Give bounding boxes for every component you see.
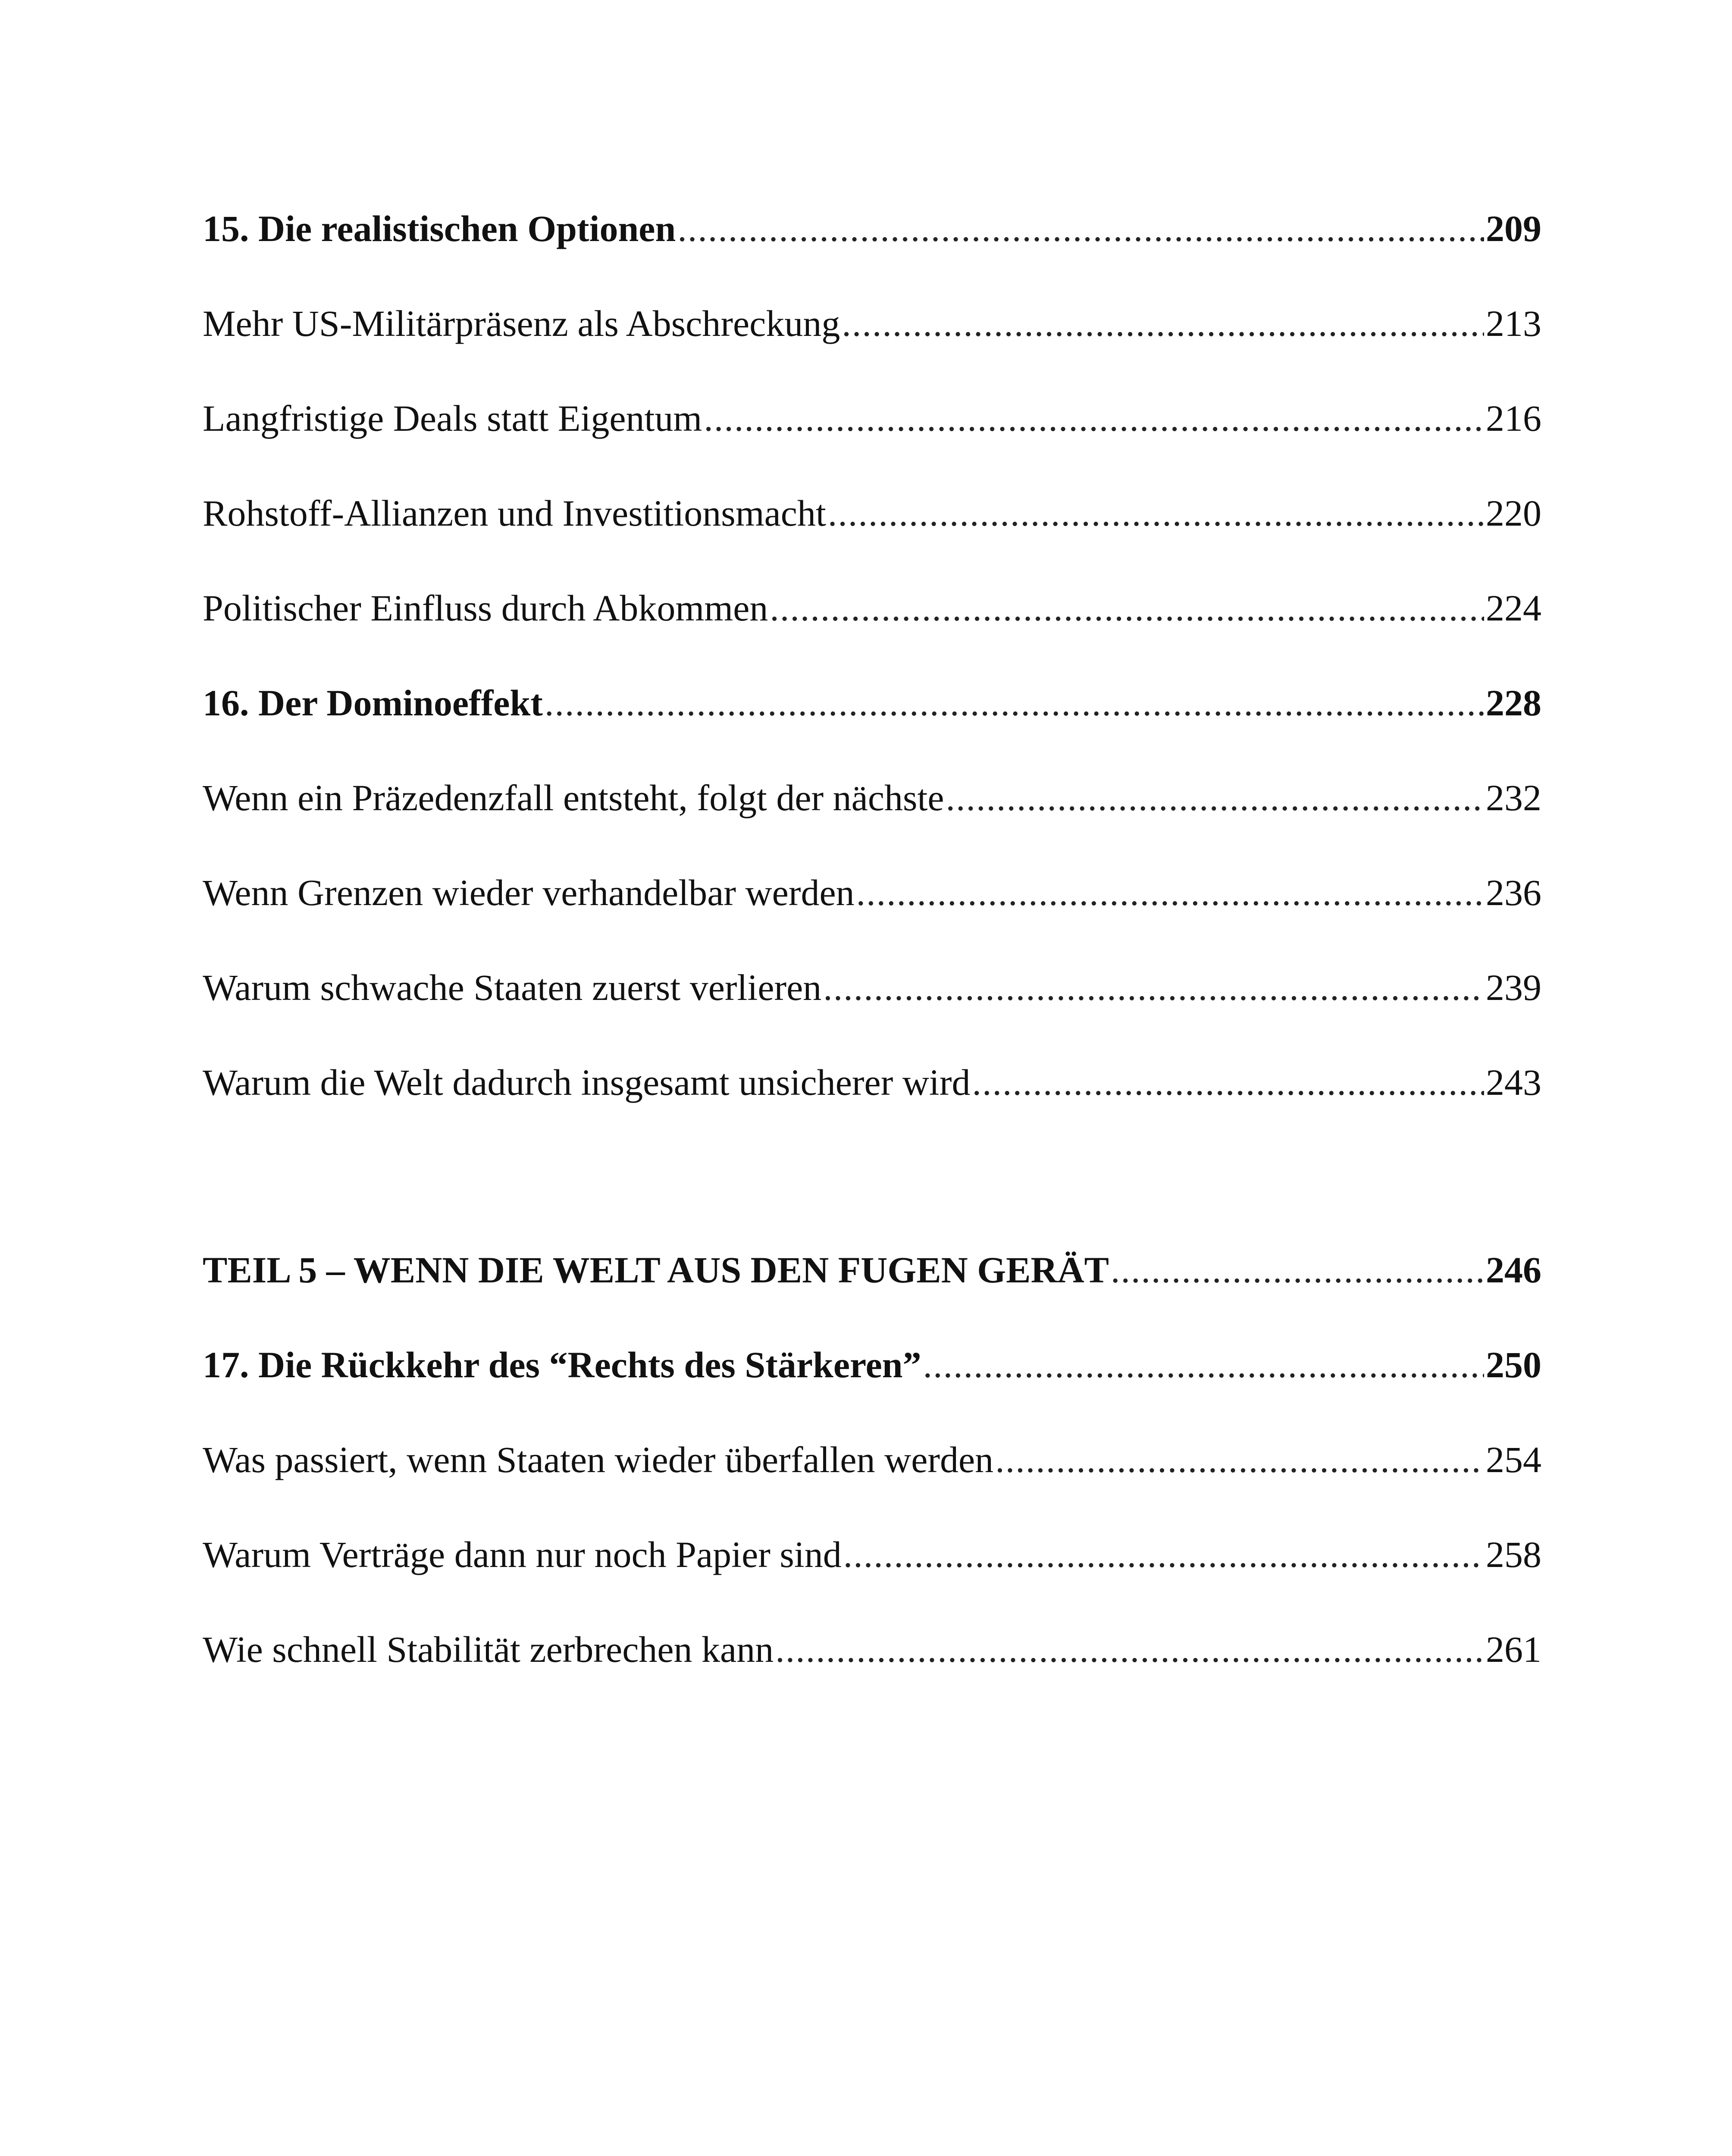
toc-entry-page: 239 (1486, 967, 1541, 1008)
dot-leader (677, 203, 1484, 254)
toc-entry-title: Wenn Grenzen wieder verhandelbar werden (203, 872, 855, 913)
toc-entry-title: 16. Der Dominoeffekt (203, 682, 543, 724)
toc-entry-page: 254 (1486, 1439, 1541, 1480)
toc-entry-title: Was passiert, wenn Staaten wieder überfallen werden (203, 1439, 994, 1480)
dot-leader (545, 677, 1484, 729)
toc-entry (203, 772, 1541, 824)
dot-leader (923, 1339, 1484, 1391)
toc-entry-title: Politischer Einfluss durch Abkommen (203, 587, 768, 629)
dot-leader (972, 1056, 1484, 1108)
dot-leader (704, 392, 1484, 444)
toc-entry (203, 582, 1541, 634)
toc-entry (203, 392, 1541, 444)
toc-entry-chapter-15 (203, 203, 1541, 254)
toc-entry-page: 243 (1486, 1062, 1541, 1103)
toc-entry-title: Rohstoff-Allianzen und Investitionsmacht (203, 492, 826, 534)
toc-entry-title: TEIL 5 – WENN DIE WELT AUS DEN FUGEN GERÄT (203, 1249, 1109, 1291)
dot-leader (843, 1529, 1484, 1580)
dot-leader (842, 298, 1484, 349)
toc-entry-page: 250 (1486, 1344, 1541, 1385)
toc-entry-title: 17. Die Rückkehr des “Rechts des Stärkeren” (203, 1344, 921, 1385)
toc-entry-title: Mehr US-Militärpräsenz als Abschreckung (203, 303, 840, 344)
toc-entry (203, 298, 1541, 349)
toc-entry-page: 216 (1486, 398, 1541, 439)
toc-entry-title: Wie schnell Stabilität zerbrechen kann (203, 1629, 774, 1670)
toc-entry-title: Wenn ein Präzedenzfall entsteht, folgt der nächste (203, 777, 944, 818)
toc-entry (203, 1434, 1541, 1485)
toc-entry-title: 15. Die realistischen Optionen (203, 208, 676, 249)
toc-entry (203, 962, 1541, 1013)
toc-entry-page: 224 (1486, 587, 1541, 629)
toc-entry-page: 228 (1486, 682, 1541, 724)
toc-entry-title: Warum die Welt dadurch insgesamt unsicherer wird (203, 1062, 971, 1103)
toc-entry (203, 1056, 1541, 1108)
dot-leader (1111, 1244, 1484, 1296)
toc-entry-chapter-17 (203, 1339, 1541, 1391)
dot-leader (775, 1623, 1484, 1675)
toc-entry-page: 246 (1486, 1249, 1541, 1291)
toc-entry-title: Warum Verträge dann nur noch Papier sind (203, 1534, 842, 1575)
toc-entry-page: 232 (1486, 777, 1541, 818)
toc-entry-title: Langfristige Deals statt Eigentum (203, 398, 702, 439)
toc-entry-part-5 (203, 1244, 1541, 1296)
dot-leader (946, 772, 1484, 824)
toc-entry-page: 261 (1486, 1629, 1541, 1670)
toc-entry-title: Warum schwache Staaten zuerst verlieren (203, 967, 822, 1008)
dot-leader (856, 867, 1484, 918)
dot-leader (823, 962, 1484, 1013)
toc-entry-page: 236 (1486, 872, 1541, 913)
dot-leader (995, 1434, 1484, 1485)
toc-entry-page: 220 (1486, 492, 1541, 534)
toc-entry (203, 1623, 1541, 1675)
toc-entry (203, 1529, 1541, 1580)
toc-entry-page: 213 (1486, 303, 1541, 344)
toc-entry (203, 867, 1541, 918)
toc-entry (203, 487, 1541, 539)
toc-entry-page: 258 (1486, 1534, 1541, 1575)
dot-leader (770, 582, 1484, 634)
dot-leader (828, 487, 1484, 539)
toc-entry-page: 209 (1486, 208, 1541, 249)
toc-entry-chapter-16 (203, 677, 1541, 729)
